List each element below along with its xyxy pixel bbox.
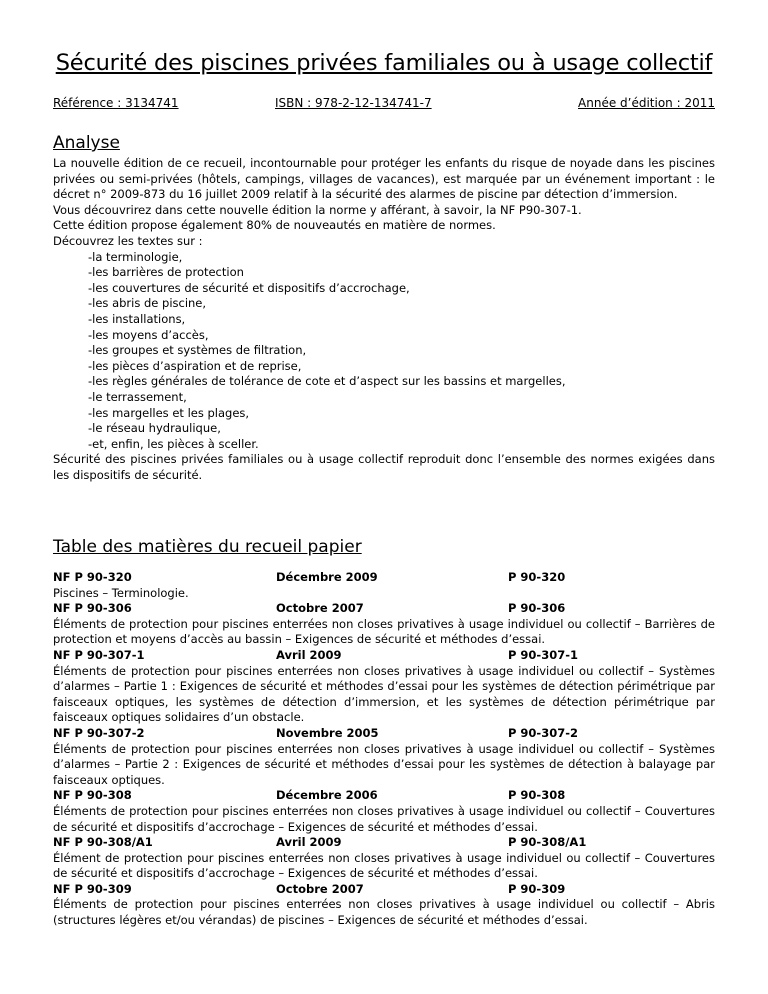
- list-item: -les couvertures de sécurité et dispositifs d’accrochage,: [88, 280, 410, 295]
- toc-heading: Table des matières du recueil papier: [53, 537, 362, 557]
- meta-line: [53, 96, 715, 112]
- list-item: -les margelles et les plages,: [88, 405, 250, 420]
- standard-date: Avril 2009: [276, 647, 342, 662]
- analyse-paragraph: Vous découvrirez dans cette nouvelle édition la norme y afférant, à savoir, la NF P90-307-1.: [53, 202, 582, 217]
- list-item: -les pièces d’aspiration et de reprise,: [88, 358, 302, 373]
- standard-date: Novembre 2005: [276, 725, 379, 740]
- standard-code: P 90-307-1: [508, 647, 578, 662]
- toc-entry-header: [53, 601, 715, 617]
- standard-date: Octobre 2007: [276, 601, 364, 616]
- standard-date: Octobre 2007: [276, 881, 364, 896]
- toc-entry-header: [53, 788, 715, 804]
- toc-entry: [53, 882, 715, 929]
- topics-list: [53, 250, 715, 453]
- standard-description: Élément de protection pour piscines enterrées non closes privatives à usage individuel ou collectif – Couvertures de sécurité et dispositifs d’accrochage – Exigences de sécurité et méthodes d’essai.: [53, 850, 715, 881]
- standard-code: P 90-320: [508, 570, 566, 584]
- standard-code: P 90-309: [508, 881, 566, 896]
- analyse-heading: Analyse: [53, 133, 120, 153]
- toc-entry-header: [53, 882, 715, 898]
- standard-number: NF P 90-308/A1: [53, 835, 153, 850]
- standard-number: NF P 90-307-2: [53, 725, 145, 740]
- list-item: -les règles générales de tolérance de cote et d’aspect sur les bassins et margelles,: [88, 374, 566, 389]
- isbn-field: ISBN : 978-2-12-134741-7: [275, 96, 432, 110]
- standard-code: P 90-308/A1: [508, 835, 587, 850]
- standard-description: Éléments de protection pour piscines enterrées non closes privatives à usage individuel ou collectif – Systèmes d’alarmes – Partie 2 : Exigences de sécurité et méthodes d’essai pour les systèmes de détection à balayage par faisceaux optiques.: [53, 741, 715, 787]
- standard-number: NF P 90-320: [53, 570, 132, 584]
- standard-date: Décembre 2009: [276, 570, 378, 584]
- analyse-paragraph: La nouvelle édition de ce recueil, incontournable pour protéger les enfants du risque de noyade dans les piscines privées ou semi-privées (hôtels, campings, villages de vacances), est marquée par un événement important : le décret n° 2009-873 du 16 juillet 2009 relatif à la sécurité des alarmes de piscine par détection d’immersion.: [53, 156, 715, 202]
- toc-entry: [53, 601, 715, 648]
- standard-code: P 90-306: [508, 601, 566, 616]
- list-item: -les installations,: [88, 311, 186, 326]
- toc-section: [53, 570, 715, 929]
- list-item: -le terrassement,: [88, 389, 187, 404]
- list-item: -le réseau hydraulique,: [88, 421, 221, 436]
- document-title: Sécurité des piscines privées familiales ou à usage collectif: [55, 50, 713, 76]
- list-item: -les barrières de protection: [88, 265, 244, 280]
- toc-entry: [53, 726, 715, 788]
- standard-code: P 90-307-2: [508, 725, 578, 740]
- toc-entry-header: [53, 648, 715, 664]
- analyse-conclusion: Sécurité des piscines privées familiales ou à usage collectif reproduit donc l’ensemble des normes exigées dans les dispositifs de sécurité.: [53, 452, 715, 482]
- toc-entry: [53, 788, 715, 835]
- standard-number: NF P 90-307-1: [53, 647, 145, 662]
- toc-entry-header: [53, 835, 715, 851]
- list-item: -les groupes et systèmes de filtration,: [88, 343, 307, 358]
- edition-year-field: Année d’édition : 2011: [578, 96, 715, 110]
- toc-entry-header: [53, 726, 715, 742]
- analyse-section: [53, 156, 715, 483]
- standard-description: Piscines – Terminologie.: [53, 585, 189, 600]
- standard-description: Éléments de protection pour piscines enterrées non closes privatives à usage individuel ou collectif – Couvertures de sécurité et dispositifs d’accrochage – Exigences de sécurité et méthodes d’essai.: [53, 803, 715, 834]
- list-item: -les abris de piscine,: [88, 296, 207, 311]
- standard-date: Avril 2009: [276, 835, 342, 850]
- standard-number: NF P 90-309: [53, 881, 132, 896]
- standard-description: Éléments de protection pour piscines enterrées non closes privatives à usage individuel ou collectif – Abris (structures légères et/ou vérandas) de piscines – Exigences de sécurité et méthodes d’essai.: [53, 897, 715, 928]
- standard-number: NF P 90-308: [53, 788, 132, 803]
- toc-entry: [53, 570, 715, 601]
- reference-field: Référence : 3134741: [53, 96, 179, 110]
- analyse-paragraph: Découvrez les textes sur :: [53, 233, 203, 248]
- list-item: -et, enfin, les pièces à sceller.: [88, 436, 259, 451]
- standard-description: Éléments de protection pour piscines enterrées non closes privatives à usage individuel ou collectif – Systèmes d’alarmes – Partie 1 : Exigences de sécurité et méthodes d’essai pour les systèmes de détection périmétrique par faisceaux optiques, les systèmes de détection d’immersion, et les systèmes de détection périmétrique par faisceaux optiques solidaires d’un obstacle.: [53, 663, 715, 725]
- toc-entry: [53, 648, 715, 726]
- standard-number: NF P 90-306: [53, 601, 132, 616]
- standard-code: P 90-308: [508, 788, 566, 803]
- list-item: -la terminologie,: [88, 249, 183, 264]
- toc-entry: [53, 835, 715, 882]
- analyse-paragraph: Cette édition propose également 80% de nouveautés en matière de normes.: [53, 218, 496, 233]
- standard-description: Éléments de protection pour piscines enterrées non closes privatives à usage individuel ou collectif – Barrières de protection et moyens d’accès au bassin – Exigences de sécurité et méthodes d’essai.: [53, 616, 715, 647]
- list-item: -les moyens d’accès,: [88, 327, 209, 342]
- standard-date: Décembre 2006: [276, 788, 378, 803]
- toc-entry-header: [53, 570, 715, 586]
